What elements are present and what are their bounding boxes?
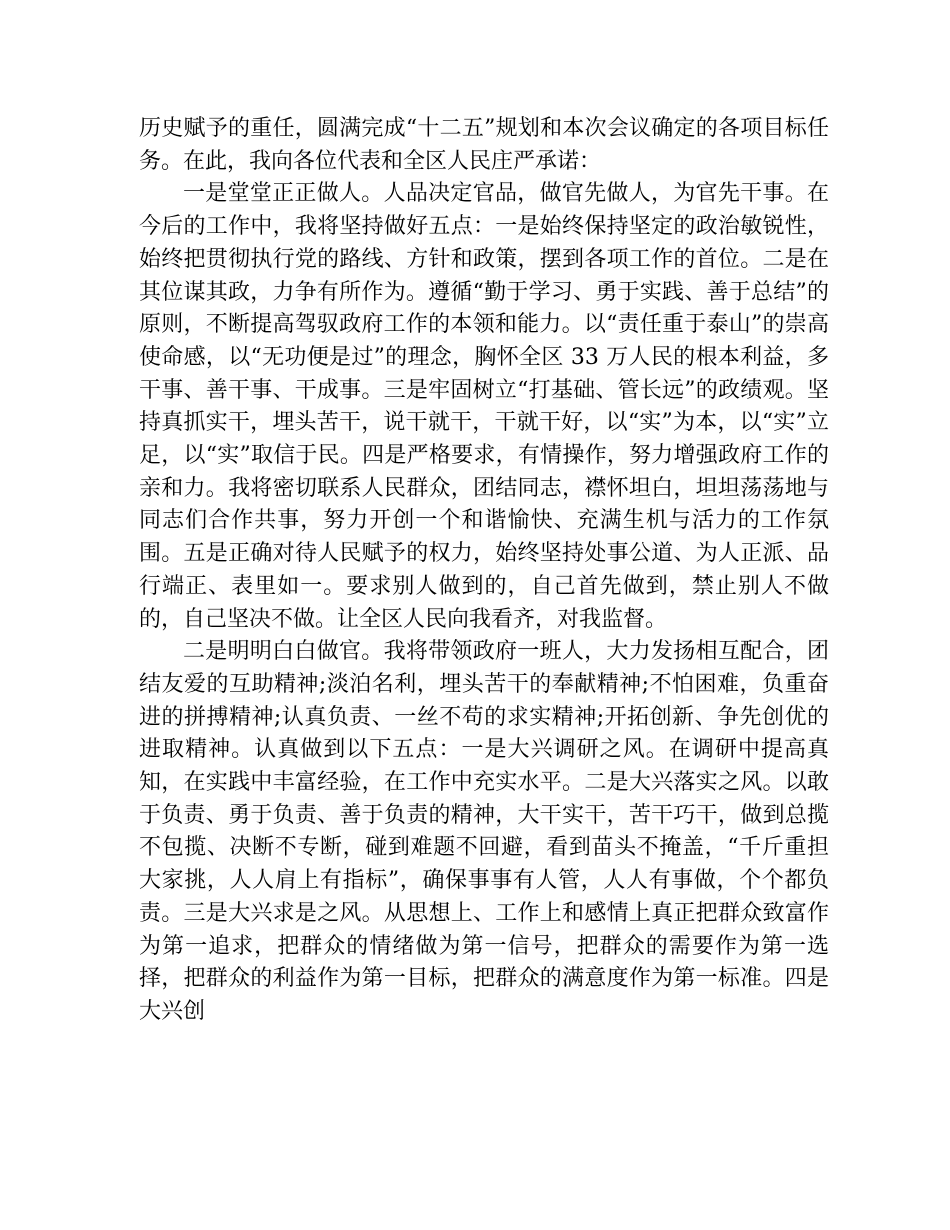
document-body — [139, 113, 829, 1029]
paragraph-commitment-two: 二是明明白白做官。我将带领政府一班人，大力发扬相互配合，团结友爱的互助精神;淡泊名利，埋头苦干的奉献精神;不怕困难，负重奋进的拼搏精神;认真负责、一丝不苟的求实精神;开拓创新、争先创优的进取精神。认真做到以下五点：一是大兴调研之风。在调研中提高真知，在实践中丰富经验，在工作中充实水平。二是大兴落实之风。以敢于负责、勇于负责、善于负责的精神，大干实干，苦干巧干，做到总揽不包揽、决断不专断，碰到难题不回避，看到苗头不掩盖，“千斤重担大家挑，人人肩上有指标”，确保事事有人管，人人有事做，个个都负责。三是大兴求是之风。从思想上、工作上和感情上真正把群众致富作为第一追求，把群众的情绪做为第一信号，把群众的需要作为第一选择，把群众的利益作为第一目标，把群众的满意度作为第一标准。四是大兴创 — [139, 639, 829, 1024]
paragraph-intro: 历史赋予的重任，圆满完成“十二五”规划和本次会议确定的各项目标任务。在此，我向各位代表和全区人民庄严承诺： — [139, 116, 829, 174]
paragraph-commitment-one: 一是堂堂正正做人。人品决定官品，做官先做人，为官先干事。在今后的工作中，我将坚持做好五点：一是始终保持坚定的政治敏锐性，始终把贯彻执行党的路线、方针和政策，摆到各项工作的首位。二是在其位谋其政，力争有所作为。遵循“勤于学习、勇于实践、善于总结”的原则，不断提高驾驭政府工作的本领和能力。以“责任重于泰山”的崇高使命感，以“无功便是过”的理念，胸怀全区 33 万人民的根本利益，多干事、善干事、干成事。三是牢固树立“打基础、管长远”的政绩观。坚持真抓实干，埋头苦干，说干就干，干就干好，以“实”为本，以“实”立足，以“实”取信于民。四是严格要求，有情操作，努力增强政府工作的亲和力。我将密切联系人民群众，团结同志，襟怀坦白，坦坦荡荡地与同志们合作共事，努力开创一个和谐愉快、充满生机与活力的工作氛围。五是正确对待人民赋予的权力，始终坚持处事公道、为人正派、品行端正、表里如一。要求别人做到的，自己首先做到，禁止别人不做的，自己坚决不做。让全区人民向我看齐，对我监督。 — [139, 181, 829, 632]
